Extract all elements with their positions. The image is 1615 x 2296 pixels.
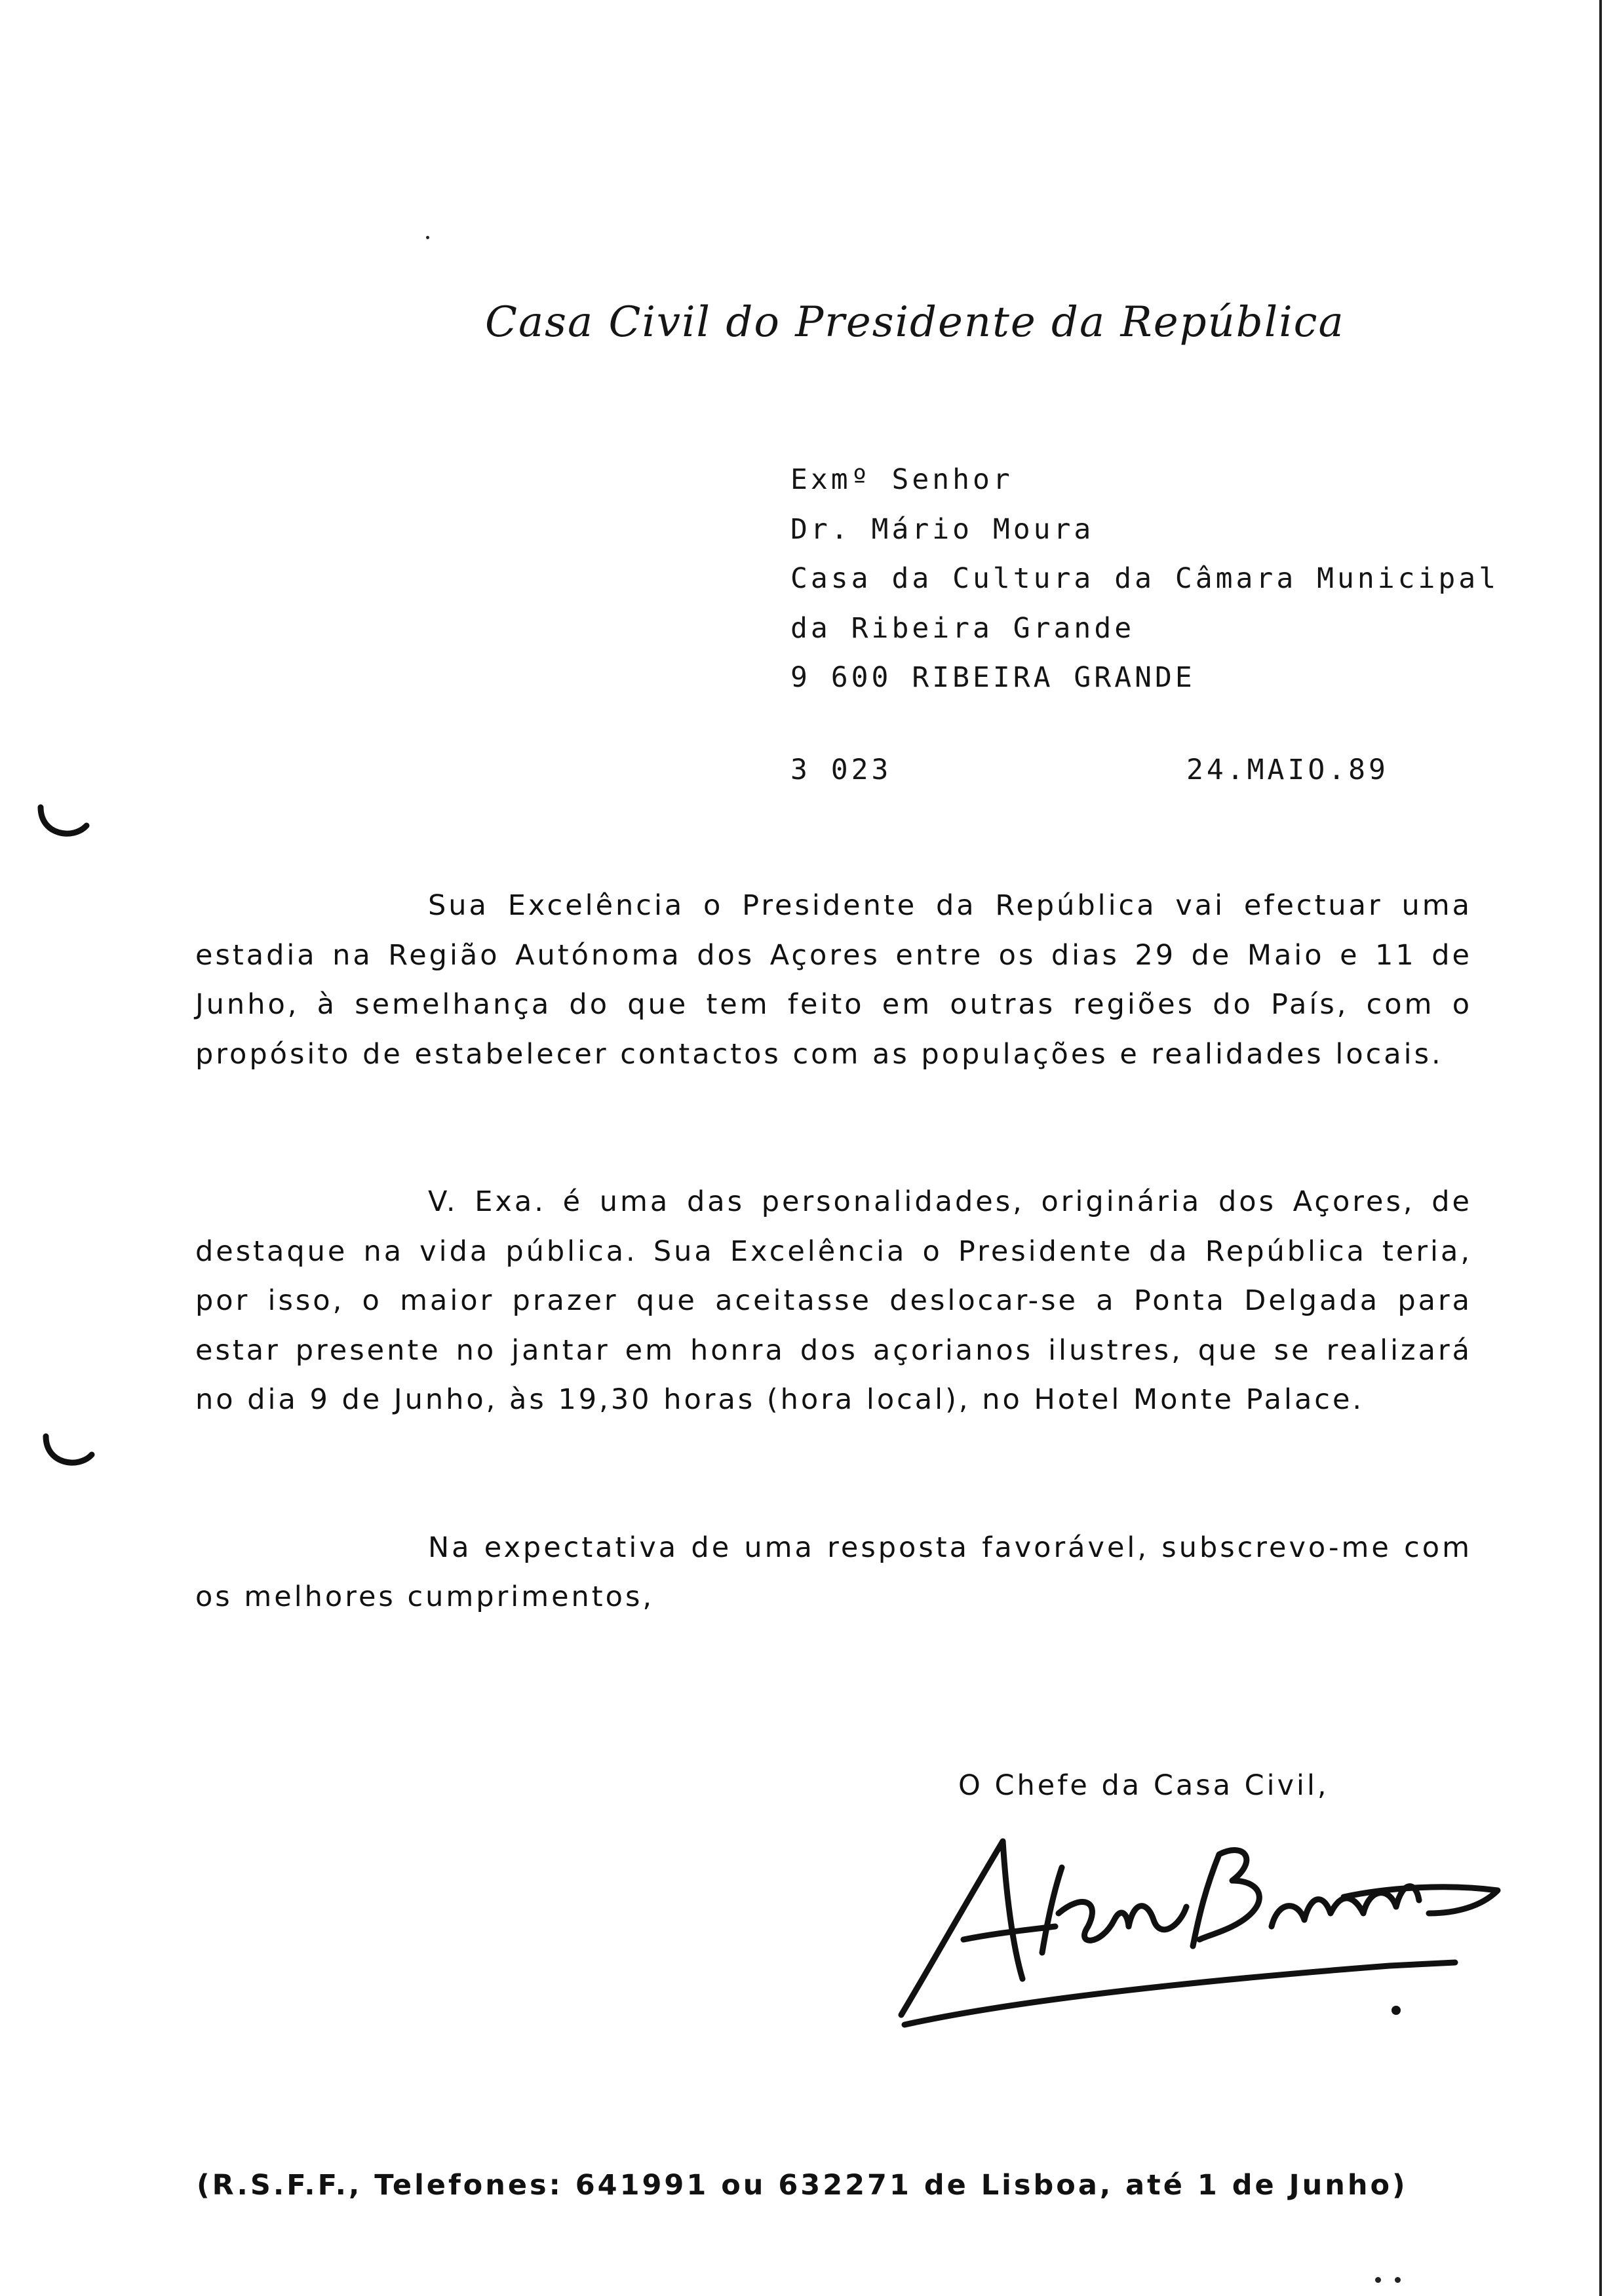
handwritten-signature [891, 1815, 1508, 2031]
letterhead: Casa Civil do Presidente da República [485, 298, 1345, 347]
recipient-line: Dr. Mário Moura [790, 512, 1095, 546]
hole-punch-mark [34, 799, 93, 845]
speck [1375, 2277, 1381, 2283]
body-paragraph: Sua Excelência o Presidente da República vai efectuar uma estadia na Região Autónoma dos Açores entre os dias 29 de Maio e 11 de Junho, à semelhança do que tem feito em outras regiões do País, com o propósito de estabelecer contactos com as populações e realidades locais. [195, 889, 1472, 1071]
body-paragraph: Na expectativa de uma resposta favorável, subscrevo-me com os melhores cumprimentos, [195, 1531, 1472, 1613]
page-edge-line [1599, 0, 1602, 2296]
letter-date: 24.MAIO.89 [1186, 754, 1389, 786]
speck [426, 236, 429, 239]
recipient-line: da Ribeira Grande [790, 611, 1135, 645]
closing-line: O Chefe da Casa Civil, [958, 1769, 1329, 1802]
reference-number: 3 023 [790, 754, 892, 786]
recipient-line: Exmº Senhor [790, 463, 1013, 496]
recipient-line: Casa da Cultura da Câmara Municipal [790, 562, 1500, 595]
body-paragraph: V. Exa. é uma das personalidades, originária dos Açores, de destaque na vida pública. Sua Excelência o Presidente da República teria, por isso, o maior prazer que aceitasse deslocar-se a Ponta Delgada para estar presente no jantar em honra dos açorianos ilustres, que se realizará no dia 9 de Junho, às 19,30 horas (hora local), no Hotel Monte Palace. [195, 1185, 1472, 1416]
recipient-line: 9 600 RIBEIRA GRANDE [790, 661, 1196, 694]
letter-body [195, 881, 1472, 1622]
footer-note: (R.S.F.F., Telefones: 641991 ou 632271 de Lisboa, até 1 de Junho) [197, 2169, 1408, 2202]
speck [1395, 2277, 1401, 2283]
hole-punch-mark [39, 1428, 98, 1474]
recipient-address [790, 455, 1499, 703]
